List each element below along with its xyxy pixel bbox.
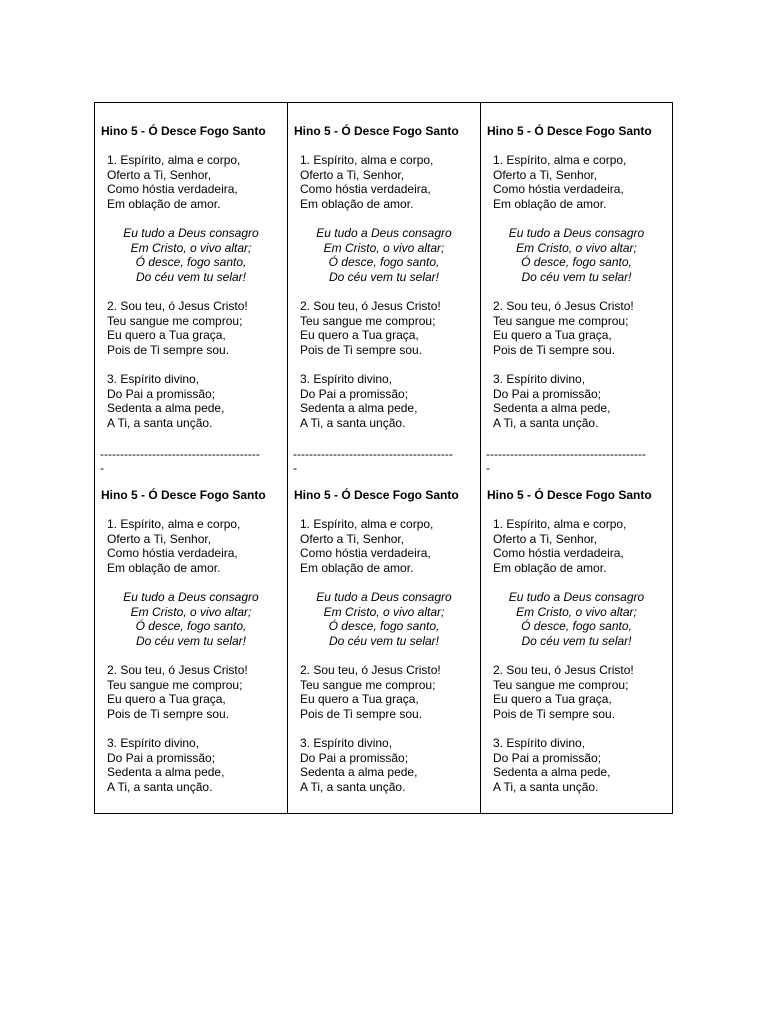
lyric-line: Sedenta a alma pede, (300, 765, 418, 780)
chorus-line: Eu tudo a Deus consagro (316, 225, 452, 240)
chorus-line: Do céu vem tu selar! (135, 269, 247, 284)
lyric-line: 2. Sou teu, ó Jesus Cristo! (493, 662, 634, 677)
stanza-2 (288, 299, 480, 357)
chorus-line: Eu tudo a Deus consagro (123, 225, 259, 240)
lyric-line: 3. Espírito divino, (107, 735, 200, 750)
lyric-line: Como hóstia verdadeira, (107, 546, 238, 561)
lyric-line: Teu sangue me comprou; (107, 313, 243, 328)
lyric-line: 1. Espírito, alma e corpo, (300, 517, 434, 531)
hymn-card (95, 123, 287, 430)
hymn-card (481, 487, 672, 794)
stanza-3 (95, 372, 287, 430)
chorus-line: Ó desce, fogo santo, (135, 255, 247, 270)
lyric-line: Em oblação de amor. (107, 560, 221, 575)
stanza-2 (481, 663, 672, 721)
lyric-line: A Ti, a santa unção. (493, 415, 599, 430)
lyric-line: Pois de Ti sempre sou. (107, 706, 230, 721)
lyric-line: 2. Sou teu, ó Jesus Cristo! (107, 662, 248, 677)
column-3 (481, 103, 672, 813)
column-1 (95, 103, 288, 813)
chorus-line: Do céu vem tu selar! (328, 269, 440, 284)
hymn-title: Hino 5 - Ó Desce Fogo Santo (487, 488, 652, 502)
cut-line-dashes: ---------------------------------------- (293, 447, 453, 461)
hymn-sheet (94, 102, 673, 814)
lyric-line: Em oblação de amor. (300, 560, 414, 575)
chorus (288, 590, 480, 648)
hymn-title: Hino 5 - Ó Desce Fogo Santo (487, 124, 652, 138)
chorus-line: Ó desce, fogo santo, (521, 619, 632, 634)
lyric-line: Pois de Ti sempre sou. (107, 342, 230, 357)
lyric-line: Do Pai a promissão; (493, 750, 602, 765)
lyric-line: Eu quero a Tua graça, (107, 328, 226, 343)
lyric-line: Sedenta a alma pede, (493, 401, 611, 416)
lyric-line: Como hóstia verdadeira, (107, 182, 238, 197)
lyric-line: Eu quero a Tua graça, (493, 692, 612, 707)
chorus-line: Ó desce, fogo santo, (328, 255, 440, 270)
stanza-3 (481, 736, 672, 794)
lyric-line: Teu sangue me comprou; (493, 313, 629, 328)
lyric-line: Eu quero a Tua graça, (300, 328, 419, 343)
lyric-line: 1. Espírito, alma e corpo, (493, 517, 627, 531)
stanza-3 (95, 736, 287, 794)
lyric-line: 3. Espírito divino, (300, 371, 393, 386)
chorus-line: Em Cristo, o vivo altar; (130, 240, 252, 255)
cut-line-tail: - (486, 461, 490, 475)
stanza-3 (288, 372, 480, 430)
lyric-line: Pois de Ti sempre sou. (300, 342, 423, 357)
chorus (481, 226, 672, 284)
stanza-1 (288, 517, 480, 575)
lyric-line: 1. Espírito, alma e corpo, (493, 153, 627, 167)
lyric-line: Do Pai a promissão; (493, 386, 602, 401)
hymn-card (481, 123, 672, 430)
cut-line-tail: - (293, 461, 297, 475)
lyric-line: 3. Espírito divino, (107, 371, 200, 386)
chorus-line: Ó desce, fogo santo, (328, 619, 440, 634)
hymn-card (288, 123, 480, 430)
chorus-line: Em Cristo, o vivo altar; (323, 240, 445, 255)
cut-line (95, 447, 292, 475)
lyric-line: Eu quero a Tua graça, (493, 328, 612, 343)
lyric-line: Em oblação de amor. (300, 196, 414, 211)
lyric-line: Teu sangue me comprou; (300, 677, 436, 692)
cut-line (288, 447, 485, 475)
lyric-line: 2. Sou teu, ó Jesus Cristo! (107, 298, 248, 313)
chorus (95, 226, 287, 284)
lyric-line: Do Pai a promissão; (107, 386, 216, 401)
lyric-line: 2. Sou teu, ó Jesus Cristo! (300, 662, 441, 677)
chorus-line: Eu tudo a Deus consagro (316, 589, 452, 604)
lyric-line: Oferto a Ti, Senhor, (300, 167, 405, 182)
lyric-line: Pois de Ti sempre sou. (493, 342, 616, 357)
lyric-line: Eu quero a Tua graça, (107, 692, 226, 707)
hymn-title: Hino 5 - Ó Desce Fogo Santo (294, 488, 459, 502)
chorus (288, 226, 480, 284)
cut-line-dashes: ---------------------------------------- (486, 447, 646, 461)
lyric-line: 1. Espírito, alma e corpo, (300, 153, 434, 167)
stanza-1 (95, 153, 287, 211)
chorus-line: Em Cristo, o vivo altar; (130, 604, 252, 619)
lyric-line: 3. Espírito divino, (300, 735, 393, 750)
lyric-line: Como hóstia verdadeira, (493, 546, 624, 561)
lyric-line: A Ti, a santa unção. (107, 415, 213, 430)
stanza-2 (481, 299, 672, 357)
lyric-line: Teu sangue me comprou; (300, 313, 436, 328)
chorus-line: Em Cristo, o vivo altar; (323, 604, 445, 619)
chorus-line: Eu tudo a Deus consagro (508, 589, 645, 604)
stanza-1 (95, 517, 287, 575)
lyric-line: Oferto a Ti, Senhor, (107, 167, 212, 182)
lyric-line: A Ti, a santa unção. (107, 779, 213, 794)
hymn-card (95, 487, 287, 794)
stanza-2 (95, 663, 287, 721)
stanza-1 (481, 517, 672, 575)
stanza-3 (288, 736, 480, 794)
lyric-line: Como hóstia verdadeira, (493, 182, 624, 197)
lyric-line: Eu quero a Tua graça, (300, 692, 419, 707)
lyric-line: Do Pai a promissão; (300, 750, 409, 765)
lyric-line: A Ti, a santa unção. (493, 779, 599, 794)
chorus-line: Eu tudo a Deus consagro (123, 589, 259, 604)
lyric-line: 3. Espírito divino, (493, 371, 586, 386)
lyric-line: 3. Espírito divino, (493, 735, 586, 750)
lyric-line: Em oblação de amor. (493, 560, 607, 575)
cut-line-dashes: ---------------------------------------- (100, 447, 260, 461)
lyric-line: Como hóstia verdadeira, (300, 182, 431, 197)
hymn-card (288, 487, 480, 794)
lyric-line: 2. Sou teu, ó Jesus Cristo! (300, 298, 441, 313)
lyric-line: Do Pai a promissão; (107, 750, 216, 765)
lyric-line: A Ti, a santa unção. (300, 415, 406, 430)
lyric-line: Teu sangue me comprou; (107, 677, 243, 692)
stanza-2 (288, 663, 480, 721)
stanza-1 (288, 153, 480, 211)
lyric-line: Teu sangue me comprou; (493, 677, 629, 692)
lyric-line: Oferto a Ti, Senhor, (107, 531, 212, 546)
stanza-1 (481, 153, 672, 211)
hymn-title: Hino 5 - Ó Desce Fogo Santo (101, 488, 266, 502)
chorus-line: Ó desce, fogo santo, (521, 255, 632, 270)
cut-line (481, 447, 677, 475)
chorus-line: Em Cristo, o vivo altar; (516, 604, 637, 619)
lyric-line: Do Pai a promissão; (300, 386, 409, 401)
lyric-line: Sedenta a alma pede, (493, 765, 611, 780)
lyric-line: Em oblação de amor. (493, 196, 607, 211)
lyric-line: 1. Espírito, alma e corpo, (107, 153, 241, 167)
column-2 (288, 103, 481, 813)
hymn-title: Hino 5 - Ó Desce Fogo Santo (294, 124, 459, 138)
chorus-line: Do céu vem tu selar! (521, 269, 632, 284)
lyric-line: Pois de Ti sempre sou. (493, 706, 616, 721)
chorus-line: Do céu vem tu selar! (521, 633, 632, 648)
stanza-3 (481, 372, 672, 430)
lyric-line: Sedenta a alma pede, (107, 765, 225, 780)
chorus-line: Do céu vem tu selar! (135, 633, 247, 648)
lyric-line: Sedenta a alma pede, (300, 401, 418, 416)
chorus (95, 590, 287, 648)
lyric-line: Sedenta a alma pede, (107, 401, 225, 416)
cut-line-tail: - (100, 461, 104, 475)
chorus-line: Eu tudo a Deus consagro (508, 225, 645, 240)
chorus-line: Em Cristo, o vivo altar; (516, 240, 637, 255)
chorus-line: Do céu vem tu selar! (328, 633, 440, 648)
lyric-line: Como hóstia verdadeira, (300, 546, 431, 561)
lyric-line: A Ti, a santa unção. (300, 779, 406, 794)
lyric-line: Oferto a Ti, Senhor, (493, 531, 598, 546)
lyric-line: 1. Espírito, alma e corpo, (107, 517, 241, 531)
hymn-title: Hino 5 - Ó Desce Fogo Santo (101, 124, 266, 138)
lyric-line: Oferto a Ti, Senhor, (300, 531, 405, 546)
stanza-2 (95, 299, 287, 357)
lyric-line: Oferto a Ti, Senhor, (493, 167, 598, 182)
chorus (481, 590, 672, 648)
lyric-line: Em oblação de amor. (107, 196, 221, 211)
chorus-line: Ó desce, fogo santo, (135, 619, 247, 634)
lyric-line: Pois de Ti sempre sou. (300, 706, 423, 721)
lyric-line: 2. Sou teu, ó Jesus Cristo! (493, 298, 634, 313)
